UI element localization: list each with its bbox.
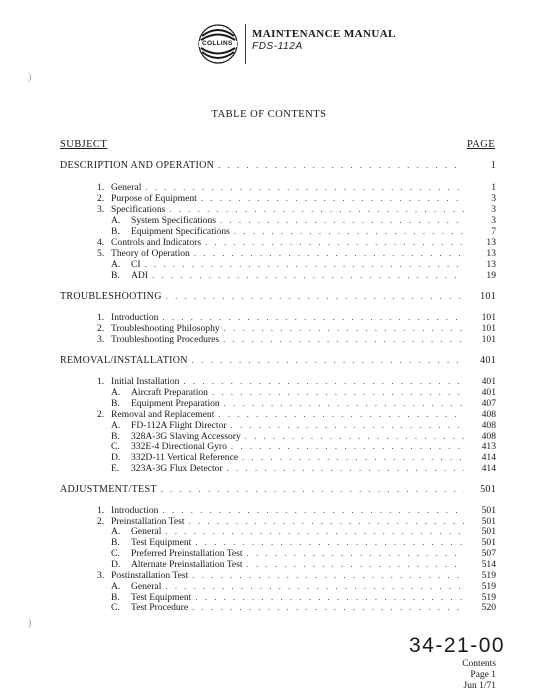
toc-entry [111,441,496,452]
dot-leader [152,270,464,280]
header-divider [245,24,246,64]
dot-leader [189,516,465,526]
toc-entry-page: 501 [481,526,496,537]
toc-entry-text: Introduction [111,505,159,516]
toc-entry-label [97,570,188,581]
toc-entry-text: ADJUSTMENT/TEST [60,484,157,495]
toc-entry-page: 519 [481,592,496,603]
dot-leader [169,204,464,214]
toc-entry-number: E. [111,463,120,474]
dot-leader [162,505,464,515]
dot-leader [247,548,464,558]
page-heading: PAGE [467,139,496,150]
toc-entry [97,323,496,334]
toc-entry-label [111,537,191,548]
toc-entry [111,215,496,226]
footer-section: Contents [462,659,496,669]
toc-entry [111,420,496,431]
toc-entry-page: 1 [490,160,496,171]
manual-title: MAINTENANCE MANUAL [252,28,396,40]
toc-entry-number: 3. [97,570,105,581]
toc-entry-page: 7 [491,226,496,237]
toc-entry [111,526,496,537]
toc-entry-label [111,602,188,613]
toc-entry-number: 2. [97,193,105,204]
dot-leader [145,182,464,192]
toc-entry-label [111,581,161,592]
toc-entry-page: 507 [481,548,496,559]
dot-leader [218,409,464,419]
toc-entry-text: Test Procedure [131,602,189,613]
toc-entry-number: D. [111,452,121,463]
toc-entry-label [97,334,219,345]
toc-entry-page: 519 [481,570,496,581]
toc-entry-page: 501 [481,516,496,527]
dot-leader [195,537,464,547]
toc-entry [111,537,496,548]
dot-leader [192,602,464,612]
toc-entry-number: A. [111,420,121,431]
toc-entry-text: 332E-4 Directional Gyro [131,441,227,452]
toc-entry-page: 501 [480,484,496,495]
dot-leader [201,193,464,203]
toc-entry-text: Aircraft Preparation [131,387,208,398]
toc-entry-text: Troubleshooting Procedures [111,334,220,345]
dot-leader [231,420,464,430]
toc-entry-label [111,270,148,281]
toc-entry-number: B. [111,270,120,281]
toc-entry-page: 407 [481,398,496,409]
toc-title: TABLE OF CONTENTS [211,109,327,120]
toc-entry-number: C. [111,602,120,613]
toc-entry-label [97,237,201,248]
toc-entry-number: B. [111,226,120,237]
toc-entry-text: ADI [131,270,149,281]
toc-entry-label [97,193,197,204]
toc-entry [97,570,496,581]
toc-entry [97,237,496,248]
dot-leader [220,215,464,225]
toc-entry-text: Specifications [111,204,166,215]
toc-entry-text: Test Equipment [131,592,192,603]
dot-leader [145,259,464,269]
dot-leader [212,387,464,397]
toc-entry-label [111,398,220,409]
toc-entry-number: 4. [97,237,105,248]
dot-leader [205,237,464,247]
toc-entry [111,548,496,559]
toc-entry [111,259,496,270]
toc-entry-page: 408 [481,409,496,420]
toc-entry-number: 1. [97,505,105,516]
toc-entry-label [97,248,190,259]
toc-entry-number: 1. [97,182,105,193]
toc-entry [97,334,496,345]
dot-leader [234,226,464,236]
toc-entry-text: General [111,182,142,193]
toc-entry-label [111,441,227,452]
toc-entry-label [111,215,216,226]
toc-entry-text: Equipment Specifications [131,226,230,237]
toc-entry-label [97,505,158,516]
toc-entry-number: 3. [97,204,105,215]
toc-entry-text: Test Equipment [131,537,192,548]
toc-entry-text: Equipment Preparation [131,398,220,409]
toc-entry-label [97,376,179,387]
toc-section [60,355,496,366]
toc-entry-text: System Specifications [131,215,216,226]
toc-entry-label [111,259,141,270]
footer-date: Jun 1/71 [463,681,496,691]
toc-entry [97,182,496,193]
toc-entry [111,452,496,463]
dot-leader [165,526,464,536]
toc-entry [111,463,496,474]
toc-entry-label [97,182,141,193]
logo-text: COLLINS [202,40,233,47]
toc-entry-page: 501 [481,505,496,516]
toc-section [60,484,496,495]
toc-entry-label [97,409,214,420]
toc-entry-number: A. [111,215,121,226]
toc-entry-number: B. [111,398,120,409]
toc-entry-text: Preferred Preinstallation Test [131,548,243,559]
toc-entry-page: 19 [486,270,496,281]
toc-entry [97,248,496,259]
toc-entry-text: FD-112A Flight Director [131,420,227,431]
toc-entry [111,581,496,592]
dot-leader [194,248,464,258]
toc-entry-page: 101 [481,334,496,345]
toc-entry-text: Preinstallation Test [111,516,185,527]
toc-entry-page: 101 [481,312,496,323]
toc-entry-text: 328A-3G Slaving Accessory [131,431,241,442]
toc-entry-page: 401 [481,387,496,398]
toc-entry-page: 1 [491,182,496,193]
toc-entry-page: 514 [481,559,496,570]
toc-entry [97,505,496,516]
dot-leader [183,376,464,386]
dot-leader [242,452,464,462]
toc-entry-text: Purpose of Equipment [111,193,197,204]
toc-entry-text: 323A-3G Flux Detector [131,463,223,474]
toc-entry-page: 101 [481,323,496,334]
manual-subtitle: FDS-112A [252,41,303,52]
toc-entry-label [111,548,243,559]
dot-leader [192,570,464,580]
toc-entry-text: General [131,581,162,592]
dot-leader [223,334,464,344]
toc-entry-number: D. [111,559,121,570]
toc-entry-text: Removal and Replacement [111,409,215,420]
toc-entry-page: 414 [481,463,496,474]
toc-entry-text: Introduction [111,312,159,323]
toc-entry-page: 3 [491,215,496,226]
toc-entry-text: Initial Installation [111,376,180,387]
toc-entry-number: C. [111,441,120,452]
toc-entry-text: Alternate Preinstallation Test [131,559,243,570]
toc-section [60,160,496,171]
toc-section [60,291,496,302]
dot-leader [195,592,464,602]
toc-entry-text: Troubleshooting Philosophy [111,323,220,334]
dot-leader [227,463,464,473]
toc-entry-page: 3 [491,204,496,215]
dot-leader [231,441,464,451]
toc-entry-page: 519 [481,581,496,592]
dot-leader [161,484,464,494]
dot-leader [166,291,464,301]
toc-entry-label [111,420,227,431]
toc-entry-number: 2. [97,323,105,334]
toc-entry [97,376,496,387]
toc-entry [97,312,496,323]
margin-mark: ) [28,72,32,83]
toc-entry [97,193,496,204]
toc-entry [97,409,496,420]
toc-entry [111,270,496,281]
toc-entry-number: 2. [97,409,105,420]
toc-entry-number: A. [111,259,121,270]
toc-entry-text: General [131,526,162,537]
toc-entry-text: CI [131,259,141,270]
margin-mark: ) [28,618,32,629]
toc-entry [97,204,496,215]
toc-entry-label [111,387,208,398]
toc-entry-text: TROUBLESHOOTING [60,291,162,302]
toc-entry-page: 408 [481,431,496,442]
toc-entry [111,559,496,570]
toc-entry-label [111,226,230,237]
toc-entry-page: 413 [481,441,496,452]
dot-leader [245,431,464,441]
dot-leader [162,312,464,322]
toc-entry [111,602,496,613]
subject-heading: SUBJECT [60,139,108,150]
toc-entry [111,226,496,237]
toc-entry-number: B. [111,431,120,442]
dot-leader [224,398,464,408]
toc-entry-number: 1. [97,376,105,387]
toc-entry-text: 332D-11 Vertical Reference [131,452,239,463]
toc-entry-text: Theory of Operation [111,248,190,259]
toc-entry-page: 401 [481,376,496,387]
toc-entry-number: 1. [97,312,105,323]
dot-leader [224,323,464,333]
toc-entry [111,387,496,398]
dot-leader [165,581,464,591]
toc-entry [111,398,496,409]
dot-leader [192,355,464,365]
document-number: 34-21-00 [409,634,506,657]
dot-leader [247,559,464,569]
toc-entry-page: 414 [481,452,496,463]
footer-page: Page 1 [470,670,496,680]
toc-entry-label [60,355,188,366]
dot-leader [218,160,464,170]
toc-entry-page: 501 [481,537,496,548]
toc-entry-label [111,559,243,570]
toc-entry-page: 101 [480,291,496,302]
document-header [196,22,396,66]
toc-entry-label [97,323,220,334]
toc-entry-page: 13 [486,259,496,270]
toc-entry-label [60,484,157,495]
toc-entry-text: DESCRIPTION AND OPERATION [60,160,215,171]
toc-entry-page: 13 [486,237,496,248]
toc-entry-label [97,312,158,323]
toc-entry-label [97,204,165,215]
toc-entry-number: B. [111,592,120,603]
toc-entry-page: 3 [491,193,496,204]
toc-entry-label [60,291,162,302]
toc-entry-number: 2. [97,516,105,527]
toc-entry-text: Postinstallation Test [111,570,189,581]
toc-entry-label [111,452,238,463]
toc-entry-label [111,463,223,474]
toc-entry-text: REMOVAL/INSTALLATION [60,355,188,366]
toc-entry-number: C. [111,548,120,559]
toc-entry-number: A. [111,581,121,592]
toc-entry-number: 3. [97,334,105,345]
toc-entry-text: Controls and Indicators [111,237,202,248]
toc-entry-page: 401 [480,355,496,366]
toc-entry-number: A. [111,387,121,398]
toc-entry-label [60,160,214,171]
toc-entry-page: 408 [481,420,496,431]
toc-entry-number: A. [111,526,121,537]
toc-entry-page: 520 [481,602,496,613]
toc-entry-number: 5. [97,248,105,259]
toc-entry-label [111,526,161,537]
toc-entry-page: 13 [486,248,496,259]
toc-entry-number: B. [111,537,120,548]
